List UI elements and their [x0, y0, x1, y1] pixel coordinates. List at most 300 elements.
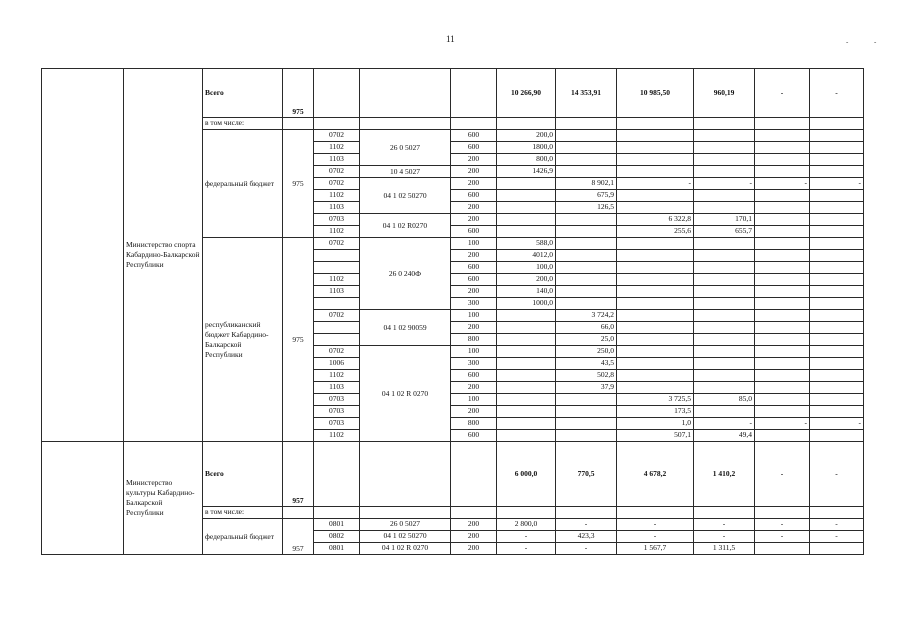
amount-cell	[755, 154, 810, 166]
budget-type-label: федеральный бюджет	[203, 519, 283, 555]
target-code-cell: 04 1 02 50270	[360, 178, 451, 214]
expense-type-cell: 200	[451, 214, 497, 226]
expense-type-cell: 100	[451, 394, 497, 406]
amount-cell	[497, 418, 556, 430]
blank-cell	[283, 118, 314, 130]
amount-cell	[810, 238, 864, 250]
amount-cell	[810, 226, 864, 238]
amount-cell: -	[497, 543, 556, 555]
amount-cell	[694, 322, 755, 334]
division-code-cell: 1103	[314, 382, 360, 394]
amount-cell	[497, 346, 556, 358]
budget-code: 975	[283, 130, 314, 238]
budget-code: 957	[283, 519, 314, 555]
amount-cell	[755, 322, 810, 334]
corner-mark: -	[846, 38, 849, 46]
division-code-cell: 0703	[314, 394, 360, 406]
amount-cell: 25,0	[556, 334, 617, 346]
total-amount: -	[755, 442, 810, 507]
amount-cell: 66,0	[556, 322, 617, 334]
blank-cell	[360, 442, 451, 507]
expense-type-cell: 600	[451, 262, 497, 274]
target-code-cell: 04 1 02 50270	[360, 531, 451, 543]
amount-cell	[617, 370, 694, 382]
blank-cell	[42, 69, 124, 442]
amount-cell	[810, 382, 864, 394]
amount-cell	[694, 358, 755, 370]
amount-cell: -	[617, 178, 694, 190]
division-code-cell: 0802	[314, 531, 360, 543]
amount-cell	[694, 166, 755, 178]
amount-cell	[755, 250, 810, 262]
expense-type-cell: 100	[451, 238, 497, 250]
amount-cell: 37,9	[556, 382, 617, 394]
amount-cell: 1000,0	[497, 298, 556, 310]
division-code-cell: 1103	[314, 202, 360, 214]
amount-cell	[497, 322, 556, 334]
amount-cell	[694, 154, 755, 166]
blank-cell	[42, 442, 124, 555]
amount-cell	[755, 202, 810, 214]
amount-cell: 3 724,2	[556, 310, 617, 322]
amount-cell	[694, 370, 755, 382]
total-amount: -	[810, 442, 864, 507]
amount-cell	[497, 190, 556, 202]
total-amount: 10 985,50	[617, 69, 694, 118]
blank-cell	[694, 118, 755, 130]
amount-cell	[755, 142, 810, 154]
amount-cell	[694, 262, 755, 274]
target-code-cell: 26 0 240Ф	[360, 238, 451, 310]
amount-cell	[556, 406, 617, 418]
blank-cell	[451, 118, 497, 130]
amount-cell: -	[694, 418, 755, 430]
expense-type-cell: 100	[451, 346, 497, 358]
amount-cell	[497, 202, 556, 214]
target-code-cell: 10 4 5027	[360, 166, 451, 178]
expense-type-cell: 600	[451, 226, 497, 238]
target-code-cell: 26 0 5027	[360, 519, 451, 531]
amount-cell	[556, 250, 617, 262]
expense-type-cell: 300	[451, 298, 497, 310]
blank-cell	[283, 507, 314, 519]
total-amount: 4 678,2	[617, 442, 694, 507]
amount-cell: 2 800,0	[497, 519, 556, 531]
blank-cell	[755, 507, 810, 519]
total-amount: -	[755, 69, 810, 118]
amount-cell	[556, 154, 617, 166]
expense-type-cell: 200	[451, 250, 497, 262]
amount-cell: 502,8	[556, 370, 617, 382]
amount-cell	[497, 226, 556, 238]
blank-cell	[497, 507, 556, 519]
ministry-name: Министерство культуры Кабардино-Балкарской Республики	[124, 442, 203, 555]
amount-cell: 675,9	[556, 190, 617, 202]
division-code-cell: 0702	[314, 346, 360, 358]
amount-cell	[810, 394, 864, 406]
amount-cell: -	[810, 418, 864, 430]
amount-cell: -	[617, 531, 694, 543]
amount-cell	[497, 310, 556, 322]
amount-cell: 140,0	[497, 286, 556, 298]
amount-cell	[497, 406, 556, 418]
amount-cell	[755, 346, 810, 358]
division-code-cell: 0801	[314, 543, 360, 555]
division-code-cell	[314, 262, 360, 274]
division-code-cell: 0703	[314, 406, 360, 418]
amount-cell: 1800,0	[497, 142, 556, 154]
blank-cell	[617, 118, 694, 130]
amount-cell	[755, 382, 810, 394]
amount-cell	[617, 274, 694, 286]
amount-cell	[497, 430, 556, 442]
amount-cell	[617, 250, 694, 262]
division-code-cell: 0702	[314, 166, 360, 178]
amount-cell	[617, 154, 694, 166]
budget-code: 975	[283, 238, 314, 442]
amount-cell	[810, 190, 864, 202]
amount-cell	[556, 430, 617, 442]
division-code-cell	[314, 322, 360, 334]
amount-cell: -	[755, 418, 810, 430]
expense-type-cell: 200	[451, 406, 497, 418]
table-row	[42, 69, 864, 118]
amount-cell	[755, 190, 810, 202]
amount-cell	[810, 298, 864, 310]
amount-cell	[694, 406, 755, 418]
total-amount: 1 410,2	[694, 442, 755, 507]
amount-cell	[617, 322, 694, 334]
amount-cell	[810, 430, 864, 442]
expense-type-cell: 200	[451, 286, 497, 298]
amount-cell	[755, 238, 810, 250]
division-code-cell: 0801	[314, 519, 360, 531]
total-code: 957	[283, 442, 314, 507]
division-code-cell: 1103	[314, 286, 360, 298]
amount-cell	[755, 298, 810, 310]
amount-cell: 507,1	[617, 430, 694, 442]
amount-cell: 173,5	[617, 406, 694, 418]
expense-type-cell: 100	[451, 310, 497, 322]
amount-cell	[755, 358, 810, 370]
amount-cell: -	[755, 178, 810, 190]
total-amount: 14 353,91	[556, 69, 617, 118]
amount-cell	[617, 202, 694, 214]
amount-cell	[810, 346, 864, 358]
amount-cell: 126,5	[556, 202, 617, 214]
amount-cell: -	[810, 178, 864, 190]
amount-cell	[755, 394, 810, 406]
amount-cell	[617, 286, 694, 298]
target-code-cell: 04 1 02 R 0270	[360, 543, 451, 555]
target-code-cell: 26 0 5027	[360, 130, 451, 166]
amount-cell	[755, 543, 810, 555]
amount-cell: -	[556, 543, 617, 555]
amount-cell	[617, 382, 694, 394]
division-code-cell: 1102	[314, 190, 360, 202]
division-code-cell: 0702	[314, 238, 360, 250]
including-label: в том числе:	[203, 118, 283, 130]
expense-type-cell: 600	[451, 190, 497, 202]
amount-cell	[617, 262, 694, 274]
amount-cell	[617, 334, 694, 346]
target-code-cell: 04 1 02 R0270	[360, 214, 451, 238]
expense-type-cell: 200	[451, 519, 497, 531]
amount-cell	[810, 406, 864, 418]
amount-cell: 200,0	[497, 274, 556, 286]
including-label: в том числе:	[203, 507, 283, 519]
amount-cell	[617, 238, 694, 250]
amount-cell: 1,0	[617, 418, 694, 430]
amount-cell	[694, 286, 755, 298]
amount-cell: 8 902,1	[556, 178, 617, 190]
amount-cell	[810, 358, 864, 370]
amount-cell	[497, 334, 556, 346]
amount-cell: -	[497, 531, 556, 543]
expense-type-cell: 200	[451, 166, 497, 178]
expense-type-cell: 600	[451, 370, 497, 382]
amount-cell	[810, 142, 864, 154]
blank-cell	[451, 442, 497, 507]
ministry-name: Министерство спорта Кабардино-Балкарской Республики	[124, 69, 203, 442]
amount-cell: 1 311,5	[694, 543, 755, 555]
amount-cell	[497, 358, 556, 370]
division-code-cell: 1102	[314, 226, 360, 238]
division-code-cell: 1102	[314, 142, 360, 154]
blank-cell	[451, 69, 497, 118]
blank-cell	[314, 442, 360, 507]
amount-cell	[694, 238, 755, 250]
expense-type-cell: 600	[451, 130, 497, 142]
amount-cell: 655,7	[694, 226, 755, 238]
blank-cell	[556, 118, 617, 130]
amount-cell	[755, 214, 810, 226]
amount-cell	[556, 130, 617, 142]
blank-cell	[314, 507, 360, 519]
division-code-cell: 0702	[314, 130, 360, 142]
amount-cell: 85,0	[694, 394, 755, 406]
blank-cell	[360, 69, 451, 118]
division-code-cell	[314, 334, 360, 346]
amount-cell	[755, 370, 810, 382]
amount-cell	[810, 370, 864, 382]
amount-cell: 4012,0	[497, 250, 556, 262]
amount-cell	[556, 226, 617, 238]
blank-cell	[360, 118, 451, 130]
amount-cell: 255,6	[617, 226, 694, 238]
budget-table	[41, 68, 864, 555]
amount-cell	[556, 274, 617, 286]
amount-cell	[694, 382, 755, 394]
blank-cell	[617, 507, 694, 519]
amount-cell	[694, 346, 755, 358]
amount-cell	[755, 262, 810, 274]
expense-type-cell: 200	[451, 178, 497, 190]
blank-cell	[497, 118, 556, 130]
amount-cell	[755, 310, 810, 322]
amount-cell	[810, 262, 864, 274]
amount-cell	[556, 394, 617, 406]
amount-cell: 1426,9	[497, 166, 556, 178]
amount-cell	[694, 190, 755, 202]
target-code-cell: 04 1 02 90059	[360, 310, 451, 346]
total-label: Всего	[203, 69, 283, 118]
expense-type-cell: 600	[451, 430, 497, 442]
total-label: Всего	[203, 442, 283, 507]
amount-cell	[755, 274, 810, 286]
total-amount: 770,5	[556, 442, 617, 507]
budget-type-label: республиканский бюджет Кабардино-Балкарской Республики	[203, 238, 283, 442]
expense-type-cell: 200	[451, 322, 497, 334]
division-code-cell: 0702	[314, 178, 360, 190]
amount-cell: 100,0	[497, 262, 556, 274]
amount-cell	[810, 310, 864, 322]
amount-cell	[617, 346, 694, 358]
amount-cell: 1 567,7	[617, 543, 694, 555]
expense-type-cell: 600	[451, 142, 497, 154]
amount-cell: 200,0	[497, 130, 556, 142]
amount-cell: -	[755, 531, 810, 543]
table-row	[42, 442, 864, 507]
amount-cell	[497, 382, 556, 394]
amount-cell	[556, 262, 617, 274]
division-code-cell	[314, 298, 360, 310]
blank-cell	[556, 507, 617, 519]
total-code: 975	[283, 69, 314, 118]
amount-cell	[694, 142, 755, 154]
division-code-cell: 1102	[314, 370, 360, 382]
amount-cell	[810, 286, 864, 298]
amount-cell: -	[810, 531, 864, 543]
amount-cell	[810, 322, 864, 334]
blank-cell	[810, 118, 864, 130]
amount-cell	[556, 286, 617, 298]
blank-cell	[810, 507, 864, 519]
amount-cell	[694, 202, 755, 214]
division-code-cell: 0703	[314, 214, 360, 226]
budget-type-label: федеральный бюджет	[203, 130, 283, 238]
amount-cell	[497, 370, 556, 382]
amount-cell: -	[694, 531, 755, 543]
blank-cell	[694, 507, 755, 519]
expense-type-cell: 800	[451, 334, 497, 346]
amount-cell: -	[617, 519, 694, 531]
blank-cell	[314, 69, 360, 118]
amount-cell	[755, 130, 810, 142]
amount-cell: 588,0	[497, 238, 556, 250]
amount-cell	[694, 250, 755, 262]
amount-cell	[810, 202, 864, 214]
blank-cell	[360, 507, 451, 519]
expense-type-cell: 200	[451, 531, 497, 543]
amount-cell	[810, 214, 864, 226]
amount-cell	[810, 130, 864, 142]
total-amount: 960,19	[694, 69, 755, 118]
amount-cell	[810, 274, 864, 286]
division-code-cell: 1006	[314, 358, 360, 370]
amount-cell	[497, 214, 556, 226]
amount-cell: 170,1	[694, 214, 755, 226]
amount-cell	[617, 190, 694, 202]
amount-cell	[556, 298, 617, 310]
amount-cell: -	[810, 519, 864, 531]
amount-cell: -	[694, 519, 755, 531]
amount-cell	[810, 250, 864, 262]
amount-cell: 43,5	[556, 358, 617, 370]
division-code-cell: 1102	[314, 430, 360, 442]
amount-cell: 6 322,8	[617, 214, 694, 226]
amount-cell	[755, 226, 810, 238]
amount-cell	[617, 166, 694, 178]
total-amount: 10 266,90	[497, 69, 556, 118]
expense-type-cell: 800	[451, 418, 497, 430]
expense-type-cell: 300	[451, 358, 497, 370]
division-code-cell: 0702	[314, 310, 360, 322]
amount-cell	[810, 166, 864, 178]
division-code-cell: 1103	[314, 154, 360, 166]
amount-cell	[556, 166, 617, 178]
amount-cell: 423,3	[556, 531, 617, 543]
amount-cell	[810, 543, 864, 555]
expense-type-cell: 600	[451, 274, 497, 286]
amount-cell	[617, 358, 694, 370]
division-code-cell: 0703	[314, 418, 360, 430]
amount-cell: 250,0	[556, 346, 617, 358]
amount-cell: -	[556, 519, 617, 531]
amount-cell	[497, 178, 556, 190]
amount-cell	[556, 418, 617, 430]
total-amount: -	[810, 69, 864, 118]
amount-cell	[694, 334, 755, 346]
expense-type-cell: 200	[451, 382, 497, 394]
blank-cell	[755, 118, 810, 130]
amount-cell	[556, 142, 617, 154]
amount-cell	[810, 334, 864, 346]
amount-cell	[617, 130, 694, 142]
amount-cell: -	[694, 178, 755, 190]
expense-type-cell: 200	[451, 543, 497, 555]
amount-cell	[497, 394, 556, 406]
amount-cell	[556, 214, 617, 226]
amount-cell	[556, 238, 617, 250]
amount-cell	[755, 166, 810, 178]
amount-cell	[694, 298, 755, 310]
amount-cell	[755, 406, 810, 418]
amount-cell: 49,4	[694, 430, 755, 442]
amount-cell	[755, 430, 810, 442]
total-amount: 6 000,0	[497, 442, 556, 507]
amount-cell	[617, 142, 694, 154]
amount-cell	[755, 334, 810, 346]
division-code-cell	[314, 250, 360, 262]
amount-cell	[617, 298, 694, 310]
expense-type-cell: 200	[451, 154, 497, 166]
blank-cell	[451, 507, 497, 519]
division-code-cell: 1102	[314, 274, 360, 286]
amount-cell	[694, 274, 755, 286]
amount-cell: -	[755, 519, 810, 531]
amount-cell	[694, 310, 755, 322]
blank-cell	[314, 118, 360, 130]
amount-cell	[810, 154, 864, 166]
amount-cell: 3 725,5	[617, 394, 694, 406]
target-code-cell: 04 1 02 R 0270	[360, 346, 451, 442]
page-number: 11	[446, 34, 455, 44]
corner-mark: -	[874, 38, 877, 46]
amount-cell	[755, 286, 810, 298]
expense-type-cell: 200	[451, 202, 497, 214]
amount-cell	[617, 310, 694, 322]
